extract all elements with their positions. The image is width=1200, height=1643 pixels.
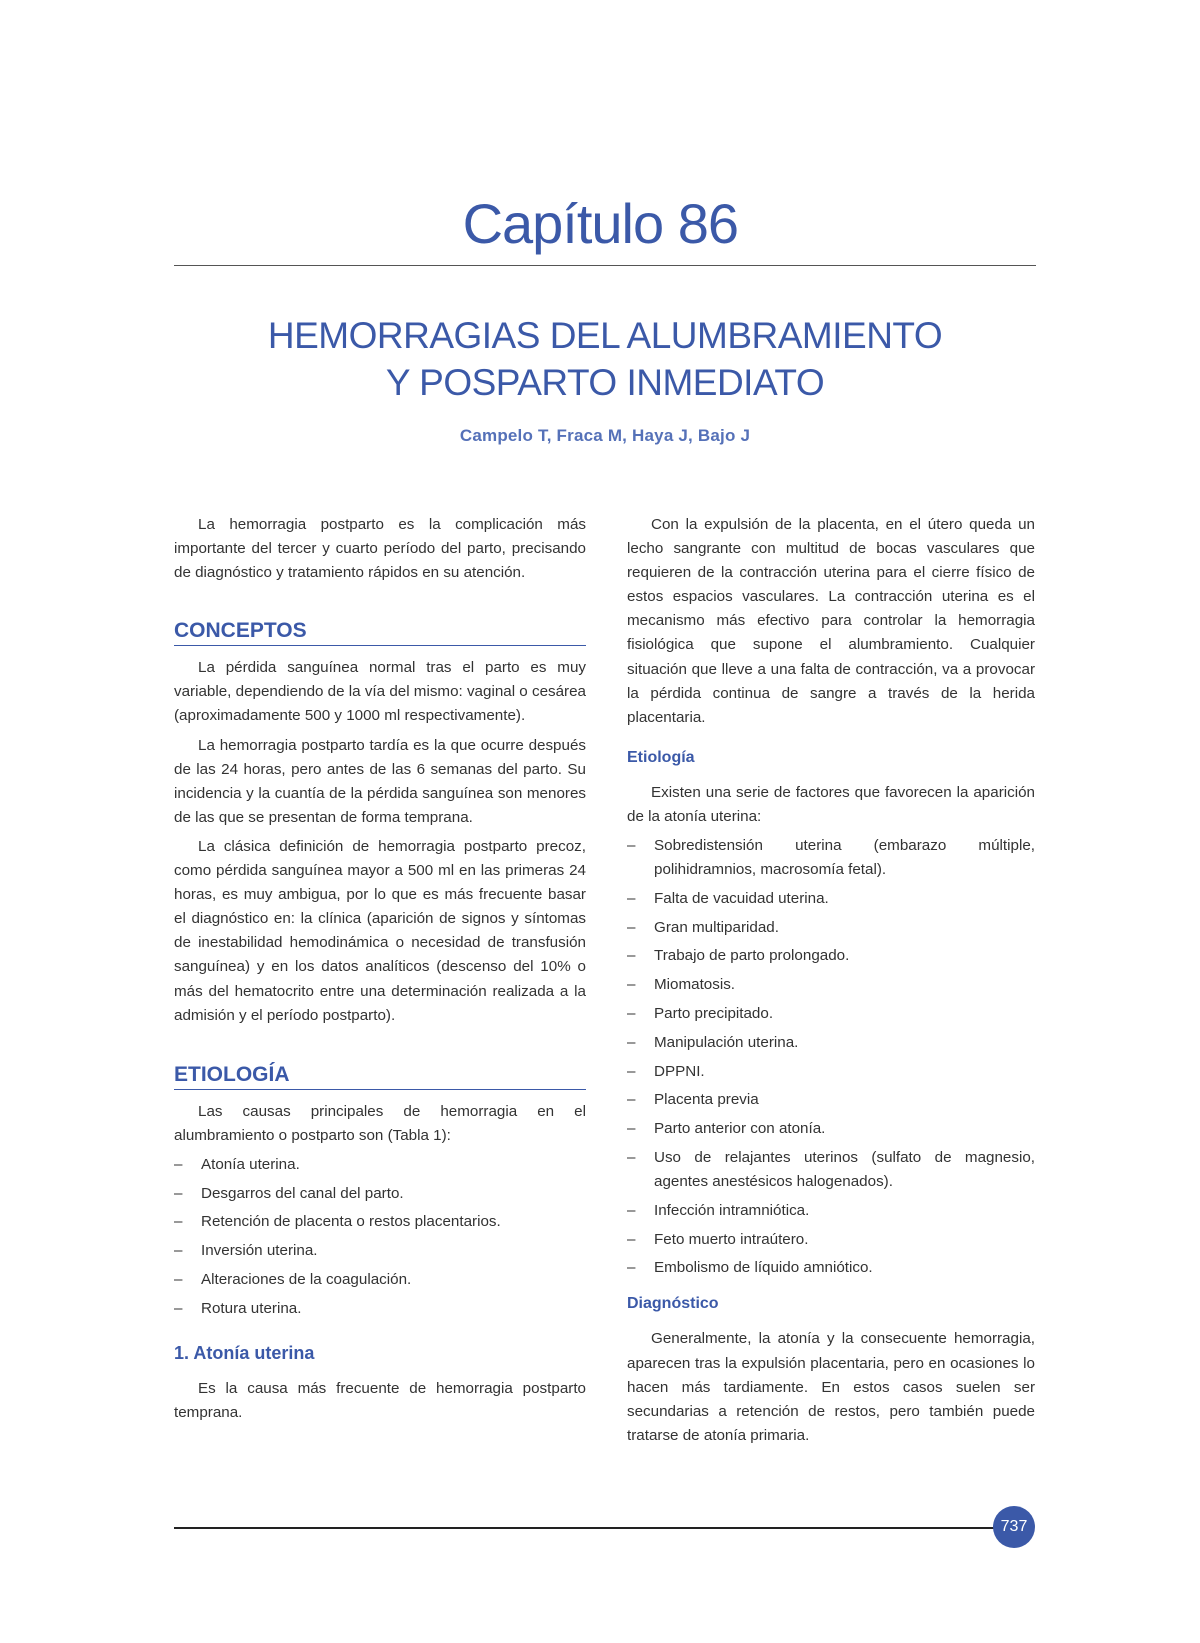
- list-item: [627, 1117, 1035, 1141]
- list-item-text: Embolismo de líquido amniótico.: [654, 1259, 873, 1277]
- list-item-text: Feto muerto intraútero.: [654, 1230, 809, 1248]
- list-item-text: DPPNI.: [654, 1062, 705, 1080]
- conceptos-paragraph-2: La hemorragia postparto tardía es la que ocurre después de las 24 horas, pero antes de las 6 semanas del parto. Su incidencia y la cuantía de la pérdida sanguínea son menores de las que se presentan de forma temprana.: [174, 736, 586, 826]
- list-item-text: Parto anterior con atonía.: [654, 1120, 826, 1138]
- conceptos-paragraph-1: La pérdida sanguínea normal tras el parto es muy variable, dependiendo de la vía del mismo: vaginal o cesárea (aproximadamente 500 y 1000 ml respectivamente).: [174, 659, 587, 725]
- list-item-text: Desgarros del canal del parto.: [201, 1184, 404, 1202]
- placenta-paragraph: Con la expulsión de la placenta, en el útero queda un lecho sangrante con multitud de bocas vasculares que requieren de la contracción uterina para el cierre físico de estos espacios vasculares. La contracción uterina es el mecanismo más efectivo para controlar la hemorragia fisiológica que supone el alumbramiento. Cualquier situación que lleve a una falta de contracción, va a provocar la pérdida continua de sangre a través de la herida placentaria.: [627, 516, 1035, 726]
- list-item: [627, 887, 1035, 911]
- dash-bullet: –: [627, 1230, 636, 1248]
- document-title: [174, 312, 1036, 406]
- conceptos-paragraph-3: La clásica definición de hemorragia postparto precoz, como pérdida sanguínea mayor a 500 ml en las primeras 24 horas, es muy ambigua, por lo que es más frecuente basar el diagnóstico en: la clínica (aparición de signos y síntomas de inestabilidad hemodinámica o necesidad de transfusión sanguínea) y en los datos analíticos (descenso del 10% o más del hematocrito entre una determinación realizada a la admisión y el período postparto).: [174, 837, 586, 1024]
- dash-bullet: –: [627, 1005, 636, 1023]
- subsection-heading-etiologia: Etiología: [627, 748, 695, 766]
- authors: Campelo T, Fraca M, Haya J, Bajo J: [459, 426, 751, 445]
- page-number: 737: [993, 1506, 1035, 1548]
- list-item-text: Alteraciones de la coagulación.: [201, 1271, 412, 1288]
- list-item-text: Infección intramniótica.: [654, 1201, 810, 1219]
- factors-list: [627, 834, 1035, 1280]
- diagnostico-paragraph: Generalmente, la atonía y la consecuente hemorragia, aparecen tras la expulsión placentaria, pero en ocasiones lo hacen más tardiamente. En estos casos suelen ser secundarias a retención de restos, pero también puede tratarse de atonía primaria.: [627, 1330, 1035, 1444]
- list-item-text: Rotura uterina.: [201, 1299, 302, 1317]
- dash-bullet: –: [627, 976, 636, 994]
- dash-bullet: –: [627, 889, 636, 907]
- list-item-text: Gran multiparidad.: [654, 918, 779, 936]
- list-item: [627, 944, 1035, 968]
- list-item: [627, 834, 1035, 882]
- dash-bullet: –: [174, 1242, 183, 1260]
- list-item-text: Parto precipitado.: [654, 1005, 774, 1023]
- subsection-heading-diagnostico: Diagnóstico: [627, 1295, 719, 1313]
- list-item-text: Miomatosis.: [654, 976, 736, 994]
- dash-bullet: –: [174, 1184, 183, 1202]
- dash-bullet: –: [627, 1120, 636, 1138]
- dash-bullet: –: [174, 1271, 183, 1288]
- list-item: [627, 1060, 1035, 1084]
- causes-list: [174, 1153, 586, 1321]
- list-item: [627, 1031, 1035, 1055]
- list-item-text: Falta de vacuidad uterina.: [654, 889, 829, 907]
- dash-bullet: –: [627, 918, 636, 936]
- list-item: [174, 1210, 586, 1234]
- dash-bullet: –: [174, 1213, 183, 1231]
- list-item: [627, 1199, 1035, 1223]
- list-item-text: Retención de placenta o restos placentarios.: [201, 1213, 501, 1231]
- dash-bullet: –: [627, 1148, 636, 1166]
- etiologia-intro: Las causas principales de hemorragia en el alumbramiento o postparto son (Tabla 1):: [174, 1102, 586, 1144]
- chapter-divider: [174, 265, 1036, 266]
- list-item-text: Manipulación uterina.: [654, 1033, 799, 1051]
- list-item: [627, 1146, 1035, 1194]
- list-item: [627, 1088, 1035, 1112]
- list-item-text: Trabajo de parto prolongado.: [654, 947, 850, 965]
- right-column: [627, 513, 1035, 1453]
- list-item: [174, 1182, 586, 1206]
- atonia-paragraph: Es la causa más frecuente de hemorragia postparto temprana.: [174, 1379, 586, 1421]
- list-item: [627, 916, 1035, 940]
- list-item: [174, 1153, 586, 1177]
- list-item: [627, 1228, 1035, 1252]
- dash-bullet: –: [627, 947, 636, 965]
- list-item-text: Placenta previa: [654, 1091, 759, 1109]
- list-item: [627, 1256, 1035, 1280]
- list-item-text: Inversión uterina.: [201, 1242, 318, 1260]
- list-item-text: Atonía uterina.: [201, 1155, 300, 1173]
- list-item: [627, 973, 1035, 997]
- list-item: [174, 1268, 586, 1292]
- list-item-text: Sobredistensión uterina (embarazo múltiple, polihidramnios, macrosomía fetal).: [654, 837, 1035, 879]
- subsection-heading-atonia: 1. Atonía uterina: [174, 1342, 315, 1363]
- dash-bullet: –: [627, 837, 636, 855]
- section-heading-conceptos: CONCEPTOS: [174, 618, 586, 646]
- chapter-title: Capítulo 86: [462, 192, 738, 255]
- list-item-text: Uso de relajantes uterinos (sulfato de magnesio, agentes anestésicos halogenados).: [654, 1148, 1035, 1191]
- list-item: [627, 1002, 1035, 1026]
- dash-bullet: –: [627, 1201, 636, 1219]
- dash-bullet: –: [627, 1259, 636, 1277]
- footer-divider: [174, 1527, 1000, 1529]
- dash-bullet: –: [627, 1091, 636, 1109]
- factors-intro: Existen una serie de factores que favorecen la aparición de la atonía uterina:: [627, 783, 1035, 825]
- left-column: [174, 513, 586, 1430]
- document-title-line-2: Y POSPARTO INMEDIATO: [385, 362, 825, 403]
- document-title-line-1: HEMORRAGIAS DEL ALUMBRAMIENTO: [267, 315, 943, 356]
- list-item: [174, 1239, 586, 1263]
- dash-bullet: –: [627, 1033, 636, 1051]
- intro-paragraph: La hemorragia postparto es la complicación más importante del tercer y cuarto período del parto, precisando de diagnóstico y tratamiento rápidos en su atención.: [174, 516, 586, 582]
- dash-bullet: –: [627, 1062, 636, 1080]
- dash-bullet: –: [174, 1155, 183, 1173]
- dash-bullet: –: [174, 1299, 183, 1317]
- list-item: [174, 1297, 586, 1321]
- section-heading-etiologia: ETIOLOGÍA: [174, 1062, 586, 1090]
